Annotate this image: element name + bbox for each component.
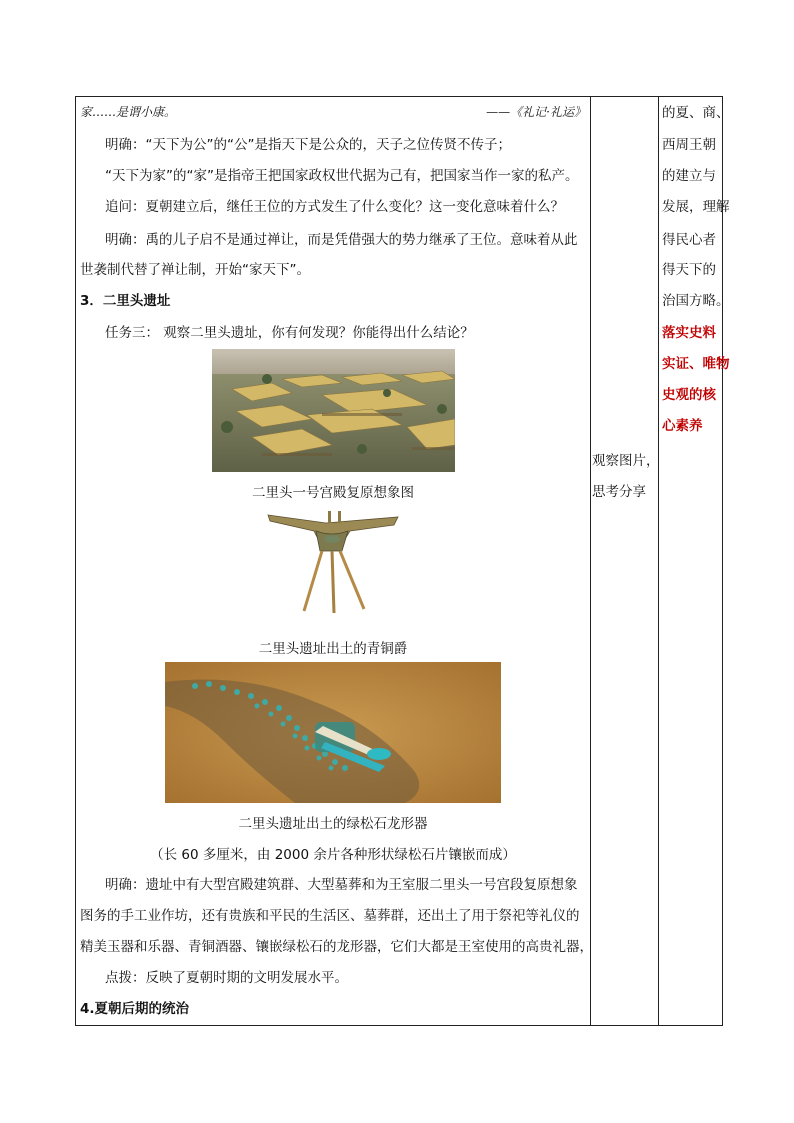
intent-line: 得民心者 <box>662 232 716 248</box>
intent-line: 的建立与 <box>662 168 716 184</box>
caption-palace: 二里头一号宫殿复原想象图 <box>252 485 414 501</box>
paragraph-clarify-4c: 精美玉器和乐器、青铜酒器、镶嵌绿松石的龙形器，它们大都是王室使用的高贵礼器， <box>80 939 593 955</box>
intent-core-literacy-line: 落实史料 <box>662 325 716 341</box>
design-intent-column <box>658 97 730 1025</box>
bronze-jue-image <box>266 507 402 615</box>
intent-line: 发展，理解 <box>662 199 730 215</box>
paragraph-followup: 追问：夏朝建立后，继任王位的方式发生了什么变化？这一变化意味着什么？ <box>105 199 564 215</box>
student-activity-line-1: 观察图片， <box>592 453 660 469</box>
intent-line: 西周王朝 <box>662 137 716 153</box>
section-heading-3: 3．二里头遗址 <box>80 293 171 309</box>
caption-turquoise-dragon: 二里头遗址出土的绿松石龙形器 <box>238 816 428 832</box>
caption-dragon-dimensions: （长 60 多厘米，由 2000 余片各种形状绿松石片镶嵌而成） <box>150 847 516 863</box>
quote-source: ——《礼记·礼运》 <box>486 105 586 119</box>
student-activity-line-2: 思考分享 <box>592 484 646 500</box>
teaching-content-column <box>76 97 593 1025</box>
intent-core-literacy-line: 心素养 <box>662 418 703 434</box>
quote-line: 家……是谓小康。 <box>80 105 177 119</box>
intent-core-literacy-line: 史观的核 <box>662 387 716 403</box>
paragraph-hint: 点拨：反映了夏朝时期的文明发展水平。 <box>105 970 348 986</box>
caption-bronze-jue: 二里头遗址出土的青铜爵 <box>258 641 408 657</box>
paragraph-clarify-3a: 明确：禹的儿子启不是通过禅让，而是凭借强大的势力继承了王位。意味着从此 <box>105 232 578 248</box>
task-three: 任务三： 观察二里头遗址，你有何发现？你能得出什么结论？ <box>105 325 474 341</box>
paragraph-clarify-4a: 明确：遗址中有大型宫殿建筑群、大型墓葬和为王室服二里头一号宫段复原想象 <box>105 877 578 893</box>
paragraph-clarify-3b: 世袭制代替了禅让制，开始“家天下”。 <box>80 262 310 278</box>
paragraph-clarify-2: “天下为家”的“家”是指帝王把国家政权世代据为己有，把国家当作一家的私产。 <box>105 168 579 184</box>
intent-line: 得天下的 <box>662 262 716 278</box>
intent-line: 的夏、商、 <box>662 105 730 121</box>
intent-line: 治国方略。 <box>662 293 730 309</box>
section-heading-4: 4.夏朝后期的统治 <box>80 1001 190 1017</box>
intent-core-literacy-line: 实证、唯物 <box>662 356 730 372</box>
palace-reconstruction-image <box>212 349 455 472</box>
student-activity-column <box>590 97 658 1025</box>
paragraph-clarify-1: 明确：“天下为公”的“公”是指天下是公众的，天子之位传贤不传子； <box>105 137 511 153</box>
lesson-table <box>75 96 730 1026</box>
paragraph-clarify-4b: 图务的手工业作坊，还有贵族和平民的生活区、墓葬群，还出土了用于祭祀等礼仪的 <box>80 908 580 924</box>
turquoise-dragon-image <box>165 662 501 803</box>
